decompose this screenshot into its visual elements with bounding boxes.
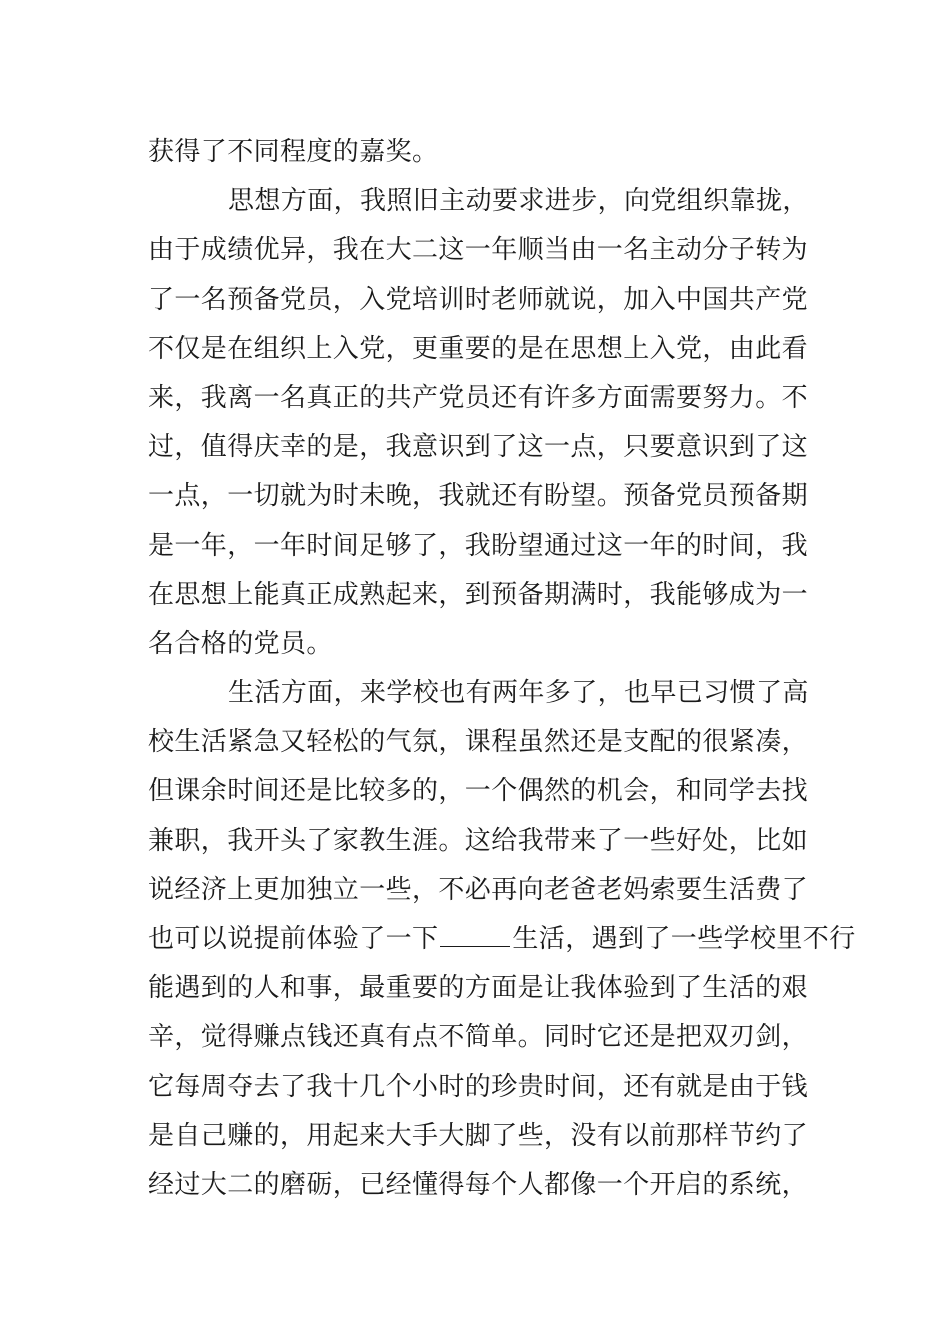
paragraph-start-line: 生活方面，来学校也有两年多了，也早已习惯了高 [228,678,809,709]
text-line: 是自己赚的，用起来大手大脚了些，没有以前那样节约了 [148,1120,809,1151]
fill-in-blank [440,920,510,947]
text-line: 在思想上能真正成熟起来，到预备期满时，我能够成为一 [148,579,809,610]
text-line: 名合格的党员。 [148,628,333,659]
text-line: 来，我离一名真正的共产党员还有许多方面需要努力。不 [148,382,809,413]
text-line: 但课余时间还是比较多的，一个偶然的机会，和同学去找 [148,776,809,807]
text-segment: 也可以说提前体验了一下 [148,924,439,954]
text-line: 不仅是在组织上入党，更重要的是在思想上入党，由此看 [148,333,809,364]
text-line: 辛，觉得赚点钱还真有点不简单。同时它还是把双刃剑， [148,1022,809,1053]
text-line: 一点，一切就为时未晚，我就还有盼望。预备党员预备期 [148,481,809,512]
text-line: 说经济上更加独立一些，不必再向老爸老妈索要生活费了 [148,874,809,905]
text-line: 获得了不同程度的嘉奖。 [148,137,439,167]
document-body [148,128,856,1210]
text-line: 是一年，一年时间足够了，我盼望通过这一年的时间，我 [148,530,809,561]
text-line-with-blank [148,915,856,964]
text-line: 了一名预备党员，入党培训时老师就说，加入中国共产党 [148,284,809,315]
text-line: 能遇到的人和事，最重要的方面是让我体验到了生活的艰 [148,973,809,1004]
text-segment: 生活，遇到了一些学校里不行 [512,924,856,954]
text-line: 兼职，我开头了家教生涯。这给我带来了一些好处，比如 [148,825,809,856]
text-line: 过，值得庆幸的是，我意识到了这一点，只要意识到了这 [148,432,809,463]
text-line: 由于成绩优异，我在大二这一年顺当由一名主动分子转为 [148,235,809,266]
text-line: 经过大二的磨砺，已经懂得每个人都像一个开启的系统， [148,1169,809,1200]
text-line: 它每周夺去了我十几个小时的珍贵时间，还有就是由于钱 [148,1071,809,1102]
paragraph-start-line: 思想方面，我照旧主动要求进步，向党组织靠拢， [228,186,809,217]
text-line: 校生活紧急又轻松的气氛，课程虽然还是支配的很紧凑， [148,727,809,758]
